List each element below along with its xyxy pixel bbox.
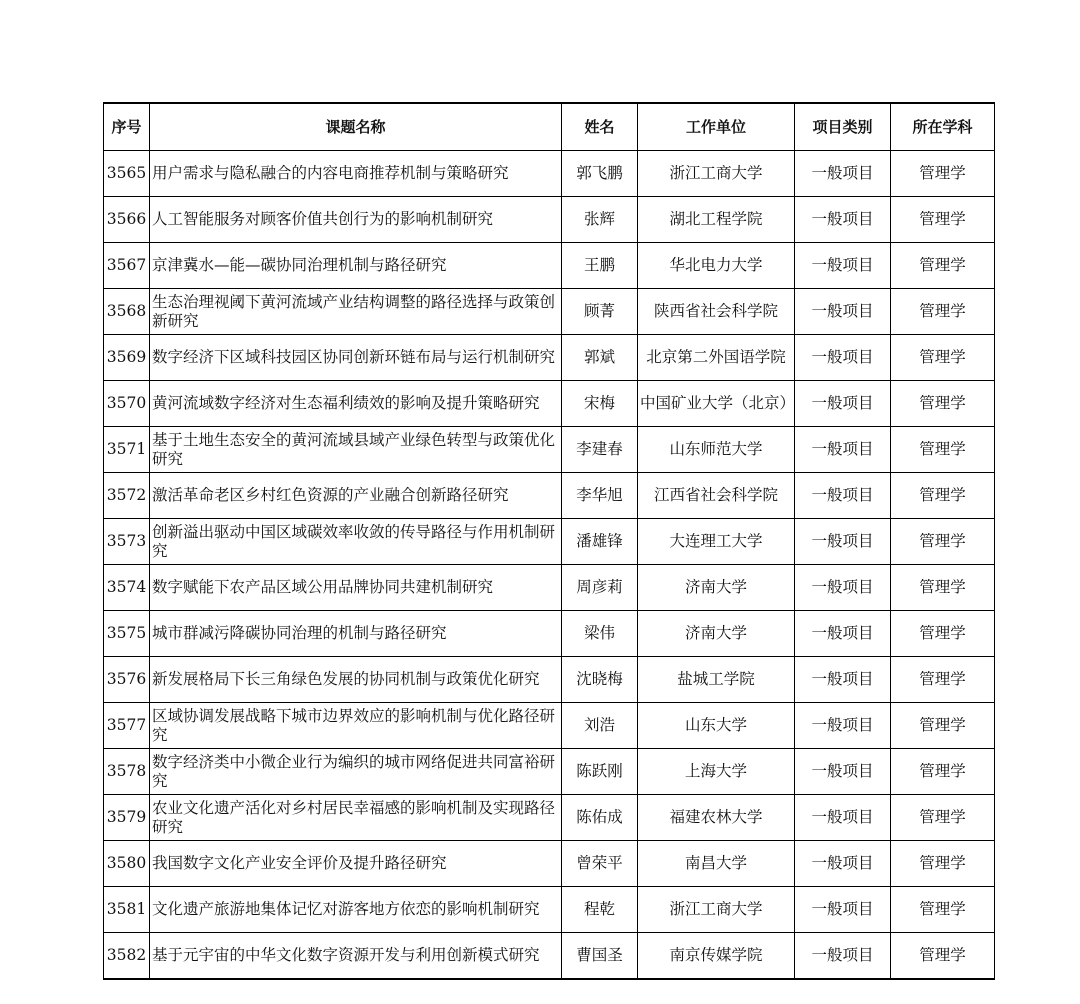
serial-number-cell: 3573 [104,519,150,565]
project-category-cell: 一般项目 [795,749,891,795]
header-project-title: 课题名称 [150,103,562,151]
table-row [104,473,995,519]
work-unit-cell: 福建农林大学 [638,795,795,841]
work-unit-cell: 济南大学 [638,611,795,657]
work-unit-cell: 湖北工程学院 [638,197,795,243]
project-category-cell: 一般项目 [795,381,891,427]
project-title-cell: 数字经济下区域科技园区协同创新环链布局与运行机制研究 [150,335,562,381]
work-unit-cell: 陕西省社会科学院 [638,289,795,335]
serial-number-cell: 3574 [104,565,150,611]
name-cell: 曹国圣 [562,933,638,980]
discipline-cell: 管理学 [891,427,995,473]
name-cell: 李华旭 [562,473,638,519]
work-unit-cell: 浙江工商大学 [638,887,795,933]
name-cell: 宋梅 [562,381,638,427]
header-serial-number: 序号 [104,103,150,151]
project-title-cell: 黄河流域数字经济对生态福利绩效的影响及提升策略研究 [150,381,562,427]
discipline-cell: 管理学 [891,243,995,289]
discipline-cell: 管理学 [891,335,995,381]
project-title-cell: 激活革命老区乡村红色资源的产业融合创新路径研究 [150,473,562,519]
serial-number-cell: 3575 [104,611,150,657]
project-category-cell: 一般项目 [795,427,891,473]
name-cell: 陈佑成 [562,795,638,841]
work-unit-cell: 江西省社会科学院 [638,473,795,519]
discipline-cell: 管理学 [891,657,995,703]
project-title-cell: 我国数字文化产业安全评价及提升路径研究 [150,841,562,887]
table-row [104,703,995,749]
work-unit-cell: 南昌大学 [638,841,795,887]
table-row [104,841,995,887]
name-cell: 刘浩 [562,703,638,749]
serial-number-cell: 3566 [104,197,150,243]
name-cell: 梁伟 [562,611,638,657]
project-title-cell: 京津冀水—能—碳协同治理机制与路径研究 [150,243,562,289]
serial-number-cell: 3569 [104,335,150,381]
project-category-cell: 一般项目 [795,933,891,980]
project-category-cell: 一般项目 [795,335,891,381]
project-title-cell: 文化遗产旅游地集体记忆对游客地方依恋的影响机制研究 [150,887,562,933]
name-cell: 周彦莉 [562,565,638,611]
table-row [104,749,995,795]
work-unit-cell: 大连理工大学 [638,519,795,565]
project-title-cell: 创新溢出驱动中国区域碳效率收敛的传导路径与作用机制研究 [150,519,562,565]
serial-number-cell: 3572 [104,473,150,519]
discipline-cell: 管理学 [891,703,995,749]
project-category-cell: 一般项目 [795,841,891,887]
project-category-cell: 一般项目 [795,565,891,611]
serial-number-cell: 3577 [104,703,150,749]
project-list-table-container [103,102,994,980]
serial-number-cell: 3581 [104,887,150,933]
name-cell: 陈跃刚 [562,749,638,795]
table-row [104,335,995,381]
name-cell: 沈晓梅 [562,657,638,703]
name-cell: 潘雄锋 [562,519,638,565]
project-list-table [103,102,995,980]
work-unit-cell: 上海大学 [638,749,795,795]
project-title-cell: 新发展格局下长三角绿色发展的协同机制与政策优化研究 [150,657,562,703]
project-title-cell: 用户需求与隐私融合的内容电商推荐机制与策略研究 [150,151,562,197]
name-cell: 顾菁 [562,289,638,335]
work-unit-cell: 南京传媒学院 [638,933,795,980]
project-title-cell: 基于元宇宙的中华文化数字资源开发与利用创新模式研究 [150,933,562,980]
work-unit-cell: 盐城工学院 [638,657,795,703]
project-category-cell: 一般项目 [795,289,891,335]
serial-number-cell: 3568 [104,289,150,335]
project-title-cell: 数字经济类中小微企业行为编织的城市网络促进共同富裕研究 [150,749,562,795]
work-unit-cell: 山东师范大学 [638,427,795,473]
project-title-cell: 区域协调发展战略下城市边界效应的影响机制与优化路径研究 [150,703,562,749]
name-cell: 郭斌 [562,335,638,381]
table-header-row [104,103,995,151]
discipline-cell: 管理学 [891,565,995,611]
table-row [104,611,995,657]
work-unit-cell: 济南大学 [638,565,795,611]
serial-number-cell: 3565 [104,151,150,197]
project-title-cell: 数字赋能下农产品区域公用品牌协同共建机制研究 [150,565,562,611]
header-project-category: 项目类别 [795,103,891,151]
discipline-cell: 管理学 [891,887,995,933]
name-cell: 曾荣平 [562,841,638,887]
discipline-cell: 管理学 [891,151,995,197]
table-body [104,151,995,980]
name-cell: 王鹏 [562,243,638,289]
discipline-cell: 管理学 [891,519,995,565]
table-row [104,243,995,289]
project-category-cell: 一般项目 [795,473,891,519]
table-row [104,151,995,197]
work-unit-cell: 北京第二外国语学院 [638,335,795,381]
project-category-cell: 一般项目 [795,703,891,749]
table-row [104,197,995,243]
discipline-cell: 管理学 [891,473,995,519]
project-title-cell: 人工智能服务对顾客价值共创行为的影响机制研究 [150,197,562,243]
table-row [104,887,995,933]
project-title-cell: 农业文化遗产活化对乡村居民幸福感的影响机制及实现路径研究 [150,795,562,841]
serial-number-cell: 3570 [104,381,150,427]
project-category-cell: 一般项目 [795,657,891,703]
serial-number-cell: 3567 [104,243,150,289]
project-category-cell: 一般项目 [795,151,891,197]
project-category-cell: 一般项目 [795,611,891,657]
discipline-cell: 管理学 [891,197,995,243]
header-work-unit: 工作单位 [638,103,795,151]
work-unit-cell: 浙江工商大学 [638,151,795,197]
table-row [104,657,995,703]
table-row [104,565,995,611]
discipline-cell: 管理学 [891,841,995,887]
serial-number-cell: 3576 [104,657,150,703]
discipline-cell: 管理学 [891,795,995,841]
work-unit-cell: 华北电力大学 [638,243,795,289]
work-unit-cell: 中国矿业大学（北京） [638,381,795,427]
project-title-cell: 基于土地生态安全的黄河流域县域产业绿色转型与政策优化研究 [150,427,562,473]
project-title-cell: 生态治理视阈下黄河流域产业结构调整的路径选择与政策创新研究 [150,289,562,335]
header-discipline: 所在学科 [891,103,995,151]
serial-number-cell: 3579 [104,795,150,841]
table-row [104,427,995,473]
name-cell: 李建春 [562,427,638,473]
discipline-cell: 管理学 [891,611,995,657]
discipline-cell: 管理学 [891,933,995,980]
table-row [104,381,995,427]
name-cell: 张辉 [562,197,638,243]
project-title-cell: 城市群减污降碳协同治理的机制与路径研究 [150,611,562,657]
table-row [104,795,995,841]
serial-number-cell: 3580 [104,841,150,887]
header-name: 姓名 [562,103,638,151]
discipline-cell: 管理学 [891,289,995,335]
table-row [104,933,995,980]
table-row [104,519,995,565]
serial-number-cell: 3578 [104,749,150,795]
serial-number-cell: 3571 [104,427,150,473]
project-category-cell: 一般项目 [795,519,891,565]
project-category-cell: 一般项目 [795,795,891,841]
project-category-cell: 一般项目 [795,197,891,243]
work-unit-cell: 山东大学 [638,703,795,749]
name-cell: 程乾 [562,887,638,933]
project-category-cell: 一般项目 [795,887,891,933]
table-row [104,289,995,335]
serial-number-cell: 3582 [104,933,150,980]
name-cell: 郭飞鹏 [562,151,638,197]
discipline-cell: 管理学 [891,381,995,427]
project-category-cell: 一般项目 [795,243,891,289]
discipline-cell: 管理学 [891,749,995,795]
